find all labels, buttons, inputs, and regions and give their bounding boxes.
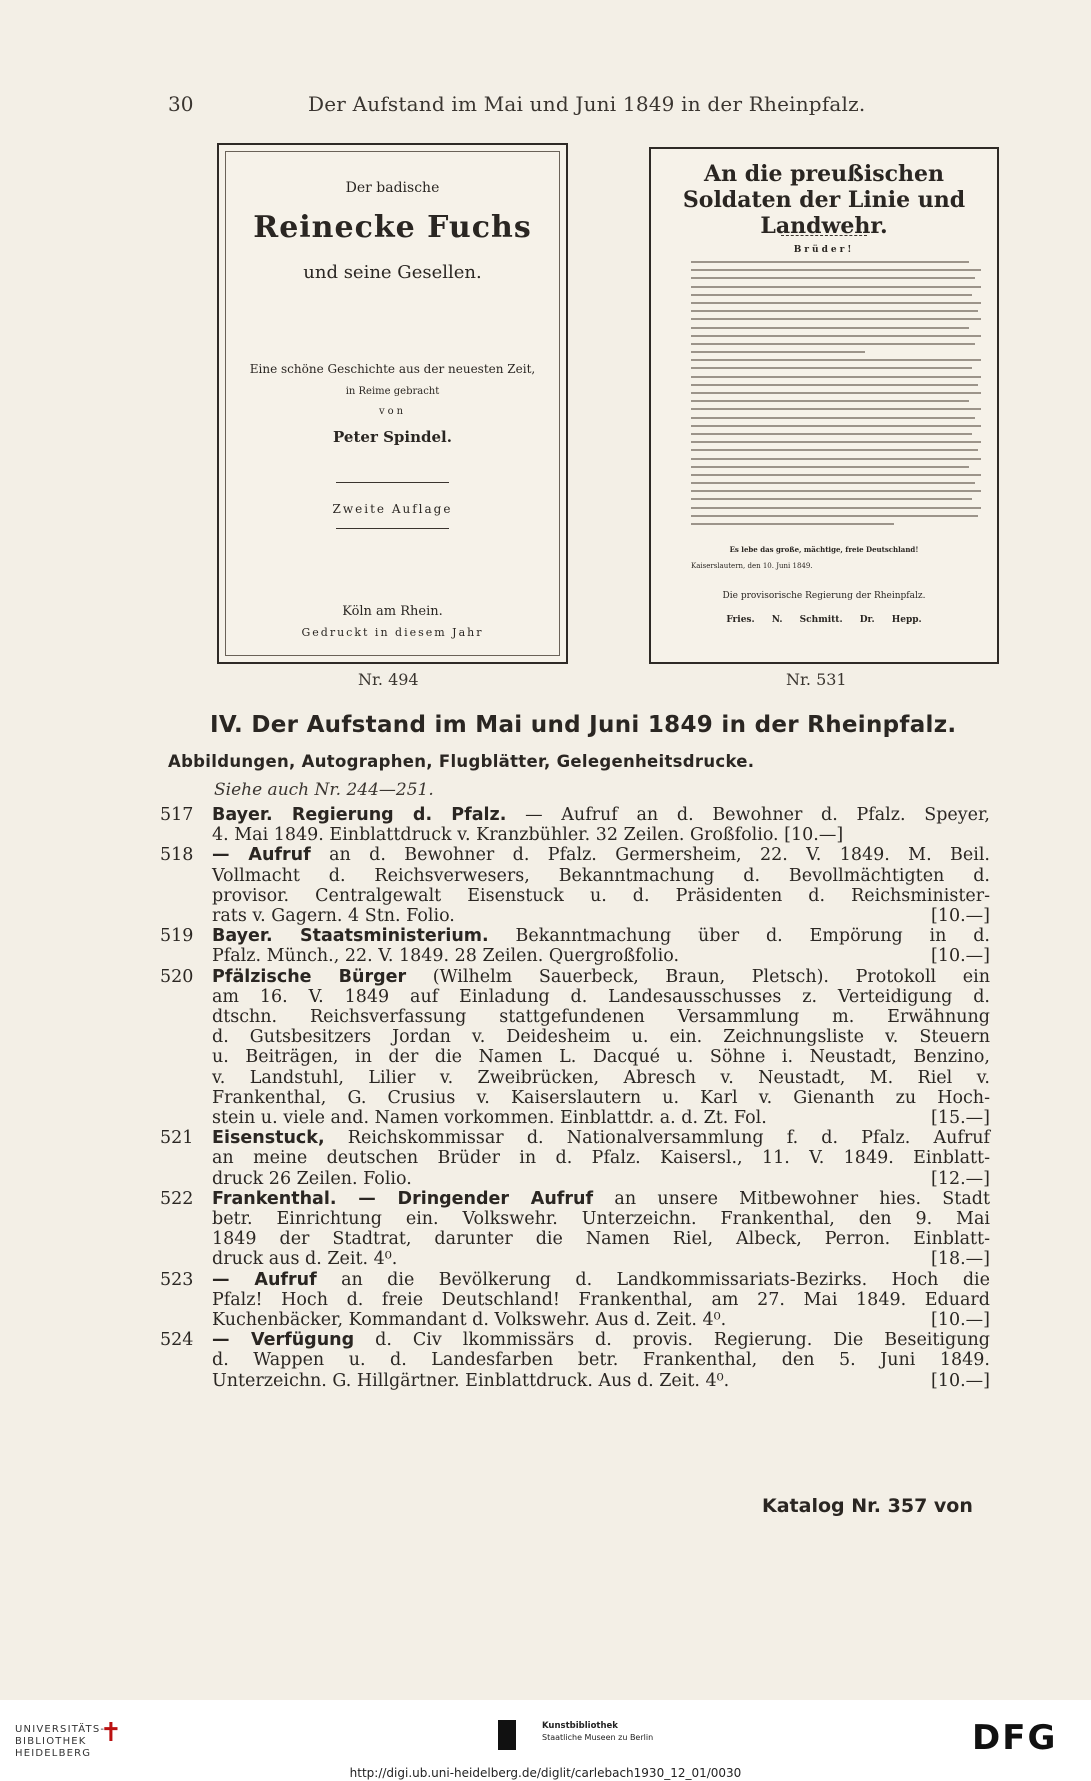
entry-text: u. Beiträgen, in der die Namen L. Dacqué u. Söhne i. Neustadt, Benzino,: [212, 1047, 990, 1068]
running-title: Der Aufstand im Mai und Juni 1849 in der Rheinpfalz.: [308, 92, 866, 116]
entry-line: [212, 1330, 990, 1350]
university-logo-icon: ✝: [100, 1718, 122, 1748]
entry-number: 524: [160, 1330, 194, 1351]
figure-caption-494: Nr. 494: [358, 670, 419, 689]
fig1-line1: Der badische: [345, 180, 440, 196]
fig1-rule-top: [336, 482, 449, 483]
entry-text: Reichskommissar d. Nationalversammlung f. d. Pfalz. Aufruf: [347, 1128, 990, 1149]
entry-line: [212, 946, 990, 966]
entry-number: 520: [160, 966, 194, 987]
fig1-line5: in Reime gebracht: [345, 386, 440, 397]
entry-text: 4. Mai 1849. Einblattdruck v. Kranzbühler. 32 Zeilen. Großfolio. [10.—]: [212, 825, 844, 846]
entry-line: [212, 866, 990, 886]
entry-text: d. Wappen u. d. Landesfarben betr. Frankenthal, den 5. Juni 1849.: [212, 1350, 990, 1371]
entry-number: 521: [160, 1128, 194, 1149]
catalog-entry: [160, 967, 990, 1129]
entry-text: v. Landstuhl, Lilier v. Zweibrücken, Abresch v. Neustadt, M. Riel v.: [212, 1067, 990, 1088]
entry-line: [212, 967, 990, 987]
entry-text: d. Gutsbesitzers Jordan v. Deidesheim u. ein. Zeichnungsliste v. Steuern: [212, 1027, 990, 1048]
entry-line: [212, 1169, 990, 1189]
entry-line: [212, 1088, 990, 1108]
see-also: Siehe auch Nr. 244—251.: [214, 780, 434, 800]
entry-heading: Bayer. Regierung d. Pfalz.: [212, 805, 507, 825]
entry-number: 523: [160, 1269, 194, 1290]
entry-price: [10.—]: [931, 946, 990, 967]
fig1-line3: und seine Gesellen.: [303, 262, 482, 283]
entry-heading: — Aufruf: [212, 1269, 317, 1290]
fig2-ornament-rule: [781, 235, 867, 236]
entry-text: dtschn. Reichsverfassung stattgefundenen Versammlung m. Erwähnung: [212, 1007, 990, 1028]
page-number: 30: [168, 92, 194, 116]
entry-text: 1849 der Stadtrat, darunter die Namen Riel, Albeck, Perron. Einblatt-: [212, 1229, 990, 1250]
fig2-greeting: Brüder!: [793, 245, 855, 255]
entry-text: an meine deutschen Brüder in d. Pfalz. Kaisersl., 11. V. 1849. Einblatt-: [212, 1148, 990, 1169]
entry-text: Unterzeichn. G. Hillgärtner. Einblattdruck. Aus d. Zeit. 4⁰.: [212, 1370, 730, 1391]
entry-price: [10.—]: [931, 1310, 990, 1331]
kunstbibliothek-logo-icon: [498, 1720, 516, 1750]
catalog-entry: [160, 805, 990, 845]
section-subtitle: Abbildungen, Autographen, Flugblätter, Gelegenheitsdrucke.: [168, 752, 755, 771]
entry-line: [212, 987, 990, 1007]
entry-line: [212, 1249, 990, 1269]
entry-text: Pfalz. Münch., 22. V. 1849. 28 Zeilen. Quergroßfolio.: [212, 946, 680, 967]
catalog-entries: [160, 805, 990, 1391]
fig1-author: Peter Spindel.: [333, 428, 452, 446]
entry-line: [212, 886, 990, 906]
section-title: IV. Der Aufstand im Mai und Juni 1849 in der Rheinpfalz.: [210, 712, 957, 738]
entry-text: an unsere Mitbewohner hies. Stadt: [614, 1188, 990, 1209]
footer-bar: [0, 1700, 1091, 1781]
entry-number: 522: [160, 1188, 194, 1209]
entry-line: [212, 1007, 990, 1027]
entry-text: an die Bevölkerung d. Landkommissariats-Bezirks. Hoch die: [341, 1269, 990, 1290]
entry-text: d. Civ lkommissärs d. provis. Regierung. Die Beseitigung: [375, 1330, 990, 1351]
entry-line: [212, 1290, 990, 1310]
catalog-entry: [160, 1128, 990, 1189]
entry-line: [212, 1108, 990, 1128]
entry-line: [212, 845, 990, 865]
entry-line: [212, 1189, 990, 1209]
entry-text: rats v. Gagern. 4 Stn. Folio.: [212, 906, 455, 927]
entry-heading: Pfälzische Bürger: [212, 966, 407, 987]
entry-text: provisor. Centralgewalt Eisenstuck u. d. Präsidenten d. Reichsminister-: [212, 885, 990, 906]
fig1-line4: Eine schöne Geschichte aus der neuesten Zeit,: [249, 362, 536, 376]
kunstbibliothek-text: Kunstbibliothek Staatliche Museen zu Berlin: [542, 1721, 654, 1742]
entry-text: Pfalz! Hoch d. freie Deutschland! Frankenthal, am 27. Mai 1849. Eduard: [212, 1289, 990, 1310]
entry-text: Frankenthal, G. Crusius v. Kaiserslautern u. Karl v. Gienanth zu Hoch-: [212, 1087, 990, 1108]
entry-line: [212, 1027, 990, 1047]
fig2-names: Fries. N. Schmitt. Dr. Hepp.: [726, 615, 922, 625]
entry-line: [212, 1371, 990, 1391]
entry-heading: — Aufruf: [212, 845, 311, 866]
entry-line: [212, 1209, 990, 1229]
source-url[interactable]: http://digi.ub.uni-heidelberg.de/diglit/carlebach1930_12_01/0030: [349, 1766, 742, 1780]
fig1-place: Köln am Rhein.: [342, 604, 443, 619]
fig1-rule-bottom: [336, 528, 449, 529]
entry-line: [212, 906, 990, 926]
entry-text: Bekanntmachung über d. Empörung in d.: [515, 926, 990, 947]
fig2-small-print-body: [691, 261, 981, 591]
entry-number: 518: [160, 845, 194, 866]
entry-heading: Bayer. Staatsministerium.: [212, 926, 489, 947]
catalog-entry: [160, 1330, 990, 1391]
entry-line: [212, 1128, 990, 1148]
entry-text: — Aufruf an d. Bewohner d. Pfalz. Speyer,: [525, 805, 990, 825]
entry-number: 519: [160, 926, 194, 947]
entry-price: [10.—]: [931, 1370, 990, 1391]
fig1-edition: Zweite Auflage: [332, 502, 453, 516]
dfg-logo: DFG: [972, 1718, 1058, 1758]
fig1-title: Reinecke Fuchs: [253, 210, 532, 245]
entry-line: [212, 1047, 990, 1067]
entry-line: [212, 1229, 990, 1249]
figure-494-title-page: [217, 143, 568, 664]
university-library-text: UNIVERSITÄTS- BIBLIOTHEK HEIDELBERG: [15, 1724, 106, 1759]
entry-line: [212, 1148, 990, 1168]
entry-heading: — Verfügung: [212, 1330, 355, 1351]
entry-number: 517: [160, 805, 194, 825]
fig1-printed: Gedruckt in diesem Jahr: [301, 626, 484, 639]
entry-line: [212, 805, 990, 825]
entry-line: [212, 1310, 990, 1330]
entry-text: druck aus d. Zeit. 4⁰.: [212, 1249, 398, 1270]
entry-price: [18.—]: [931, 1249, 990, 1270]
entry-heading: Eisenstuck,: [212, 1128, 325, 1149]
entry-price: [10.—]: [931, 906, 990, 927]
figure-531-broadside: [649, 147, 999, 664]
entry-line: [212, 1068, 990, 1088]
entry-text: betr. Einrichtung ein. Volkswehr. Unterzeichn. Frankenthal, den 9. Mai: [212, 1209, 990, 1230]
catalog-entry: [160, 845, 990, 926]
catalog-entry: [160, 1270, 990, 1331]
entry-text: an d. Bewohner d. Pfalz. Germersheim, 22. V. 1849. M. Beil.: [329, 845, 990, 866]
entry-price: [12.—]: [931, 1168, 990, 1189]
entry-text: Vollmacht d. Reichsverwesers, Bekanntmachung d. Bevollmächtigten d.: [212, 865, 990, 886]
figure-caption-531: Nr. 531: [786, 670, 847, 689]
fig2-slogan: Es lebe das große, mächtige, freie Deutschland!: [729, 545, 919, 554]
entry-price: [15.—]: [931, 1108, 990, 1129]
catalog-entry: [160, 1189, 990, 1270]
catalog-entry: [160, 926, 990, 966]
entry-heading: Frankenthal. — Dringender Aufruf: [212, 1188, 594, 1209]
entry-line: [212, 926, 990, 946]
entry-text: am 16. V. 1849 auf Einladung d. Landesausschusses z. Verteidigung d.: [212, 986, 990, 1007]
fig1-line6: von: [378, 406, 407, 417]
entry-text: stein u. viele and. Namen vorkommen. Einblattdr. a. d. Zt. Fol.: [212, 1108, 767, 1129]
fig2-dateline: Kaiserslautern, den 10. Juni 1849.: [691, 562, 813, 570]
catalog-note: Katalog Nr. 357 von: [762, 1495, 973, 1517]
fig2-title: An die preußischen Soldaten der Linie und Landwehr.: [682, 161, 966, 239]
entry-text: druck 26 Zeilen. Folio.: [212, 1168, 412, 1189]
entry-text: (Wilhelm Sauerbeck, Braun, Pletsch). Protokoll ein: [432, 966, 990, 987]
entry-line: [212, 1270, 990, 1290]
entry-text: Kuchenbäcker, Kommandant d. Volkswehr. Aus d. Zeit. 4⁰.: [212, 1310, 727, 1331]
fig2-signed-by: Die provisorische Regierung der Rheinpfalz.: [722, 591, 926, 601]
entry-line: [212, 1350, 990, 1370]
entry-line: [212, 825, 990, 845]
